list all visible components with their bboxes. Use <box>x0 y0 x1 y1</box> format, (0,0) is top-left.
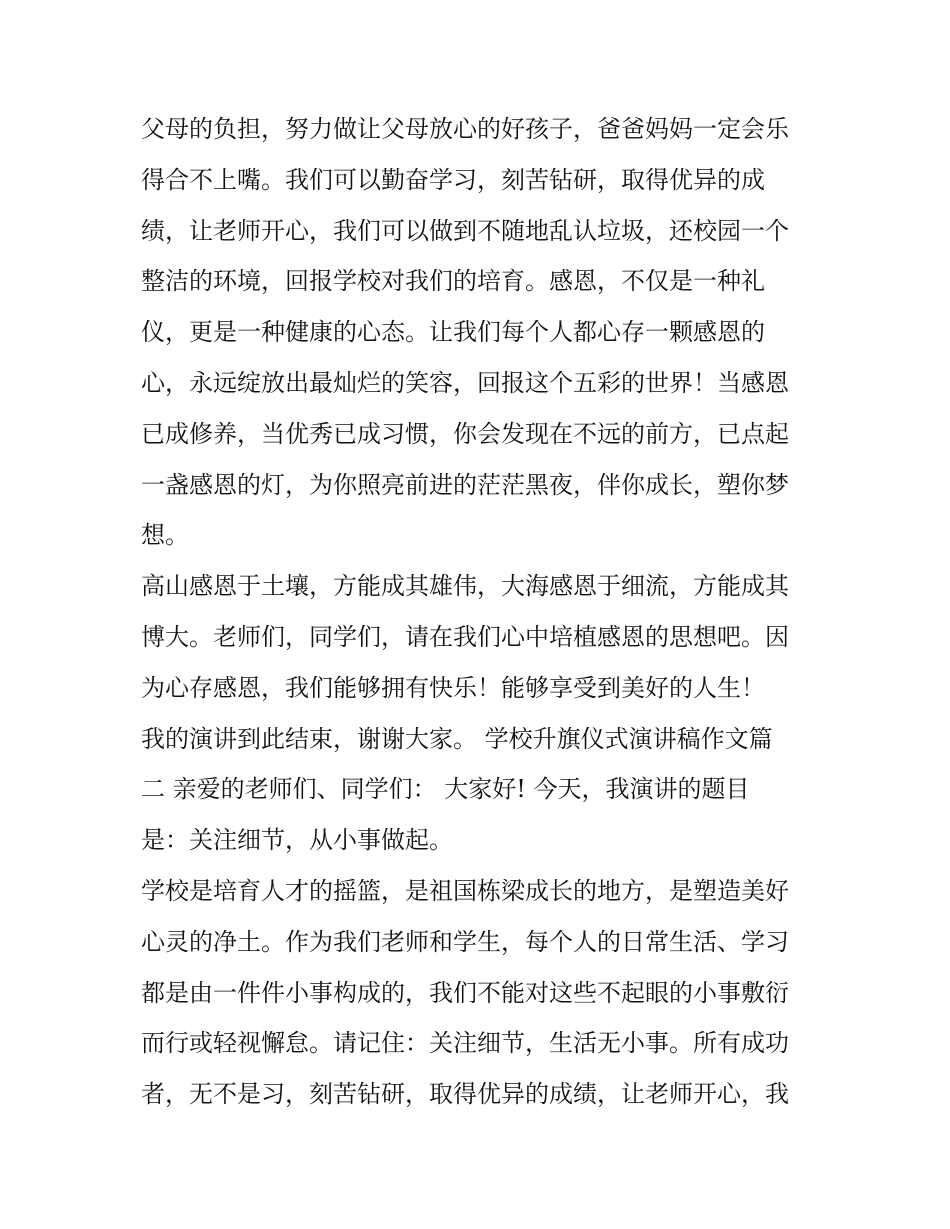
text-line: 父母的负担，努力做让父母放心的好孩子，爸爸妈妈一定会乐 <box>141 115 789 143</box>
text-line: 者，无不是习，刻苦钻研，取得优异的成绩，让老师开心，我 <box>141 1080 789 1109</box>
text-line: 为心存感恩，我们能够拥有快乐！能够享受到美好的人生！ <box>141 673 765 702</box>
text-line: 绩，让老师开心，我们可以做到不随地乱认垃圾，还校园一个 <box>141 216 789 245</box>
text-line: 仪，更是一种健康的心态。让我们每个人都心存一颗感恩的 <box>141 318 765 347</box>
text-line: 高山感恩于土壤，方能成其雄伟，大海感恩于细流，方能成其 <box>141 572 789 601</box>
text-line: 二 亲爱的老师们、同学们： 大家好! 今天，我演讲的题目 <box>141 775 750 804</box>
text-line: 想。 <box>141 521 189 550</box>
text-line: 心灵的净土。作为我们老师和学生，每个人的日常生活、学习 <box>141 927 789 956</box>
text-line: 都是由一件件小事构成的，我们不能对这些不起眼的小事敷衍 <box>141 978 789 1007</box>
text-line: 我的演讲到此结束，谢谢大家。 学校升旗仪式演讲稿作文篇 <box>141 724 773 753</box>
text-line: 是：关注细节，从小事做起。 <box>141 826 453 855</box>
text-line: 而行或轻视懈怠。请记住：关注细节，生活无小事。所有成功 <box>141 1029 789 1058</box>
text-line: 已成修养，当优秀已成习惯，你会发现在不远的前方，已点起 <box>141 419 789 448</box>
text-line: 博大。老师们，同学们，请在我们心中培植感恩的思想吧。因 <box>141 622 789 651</box>
text-line: 得合不上嘴。我们可以勤奋学习，刻苦钻研，取得优异的成 <box>141 165 765 194</box>
text-line: 一盏感恩的灯，为你照亮前进的茫茫黑夜，伴你成长，塑你梦 <box>141 470 789 499</box>
text-line: 心，永远绽放出最灿烂的笑容，回报这个五彩的世界！当感恩 <box>141 368 789 397</box>
text-line: 整洁的环境，回报学校对我们的培育。感恩，不仅是一种礼 <box>141 267 765 296</box>
text-line: 学校是培育人才的摇篮，是祖国栋梁成长的地方，是塑造美好 <box>141 876 789 905</box>
document-body <box>141 104 821 1120</box>
